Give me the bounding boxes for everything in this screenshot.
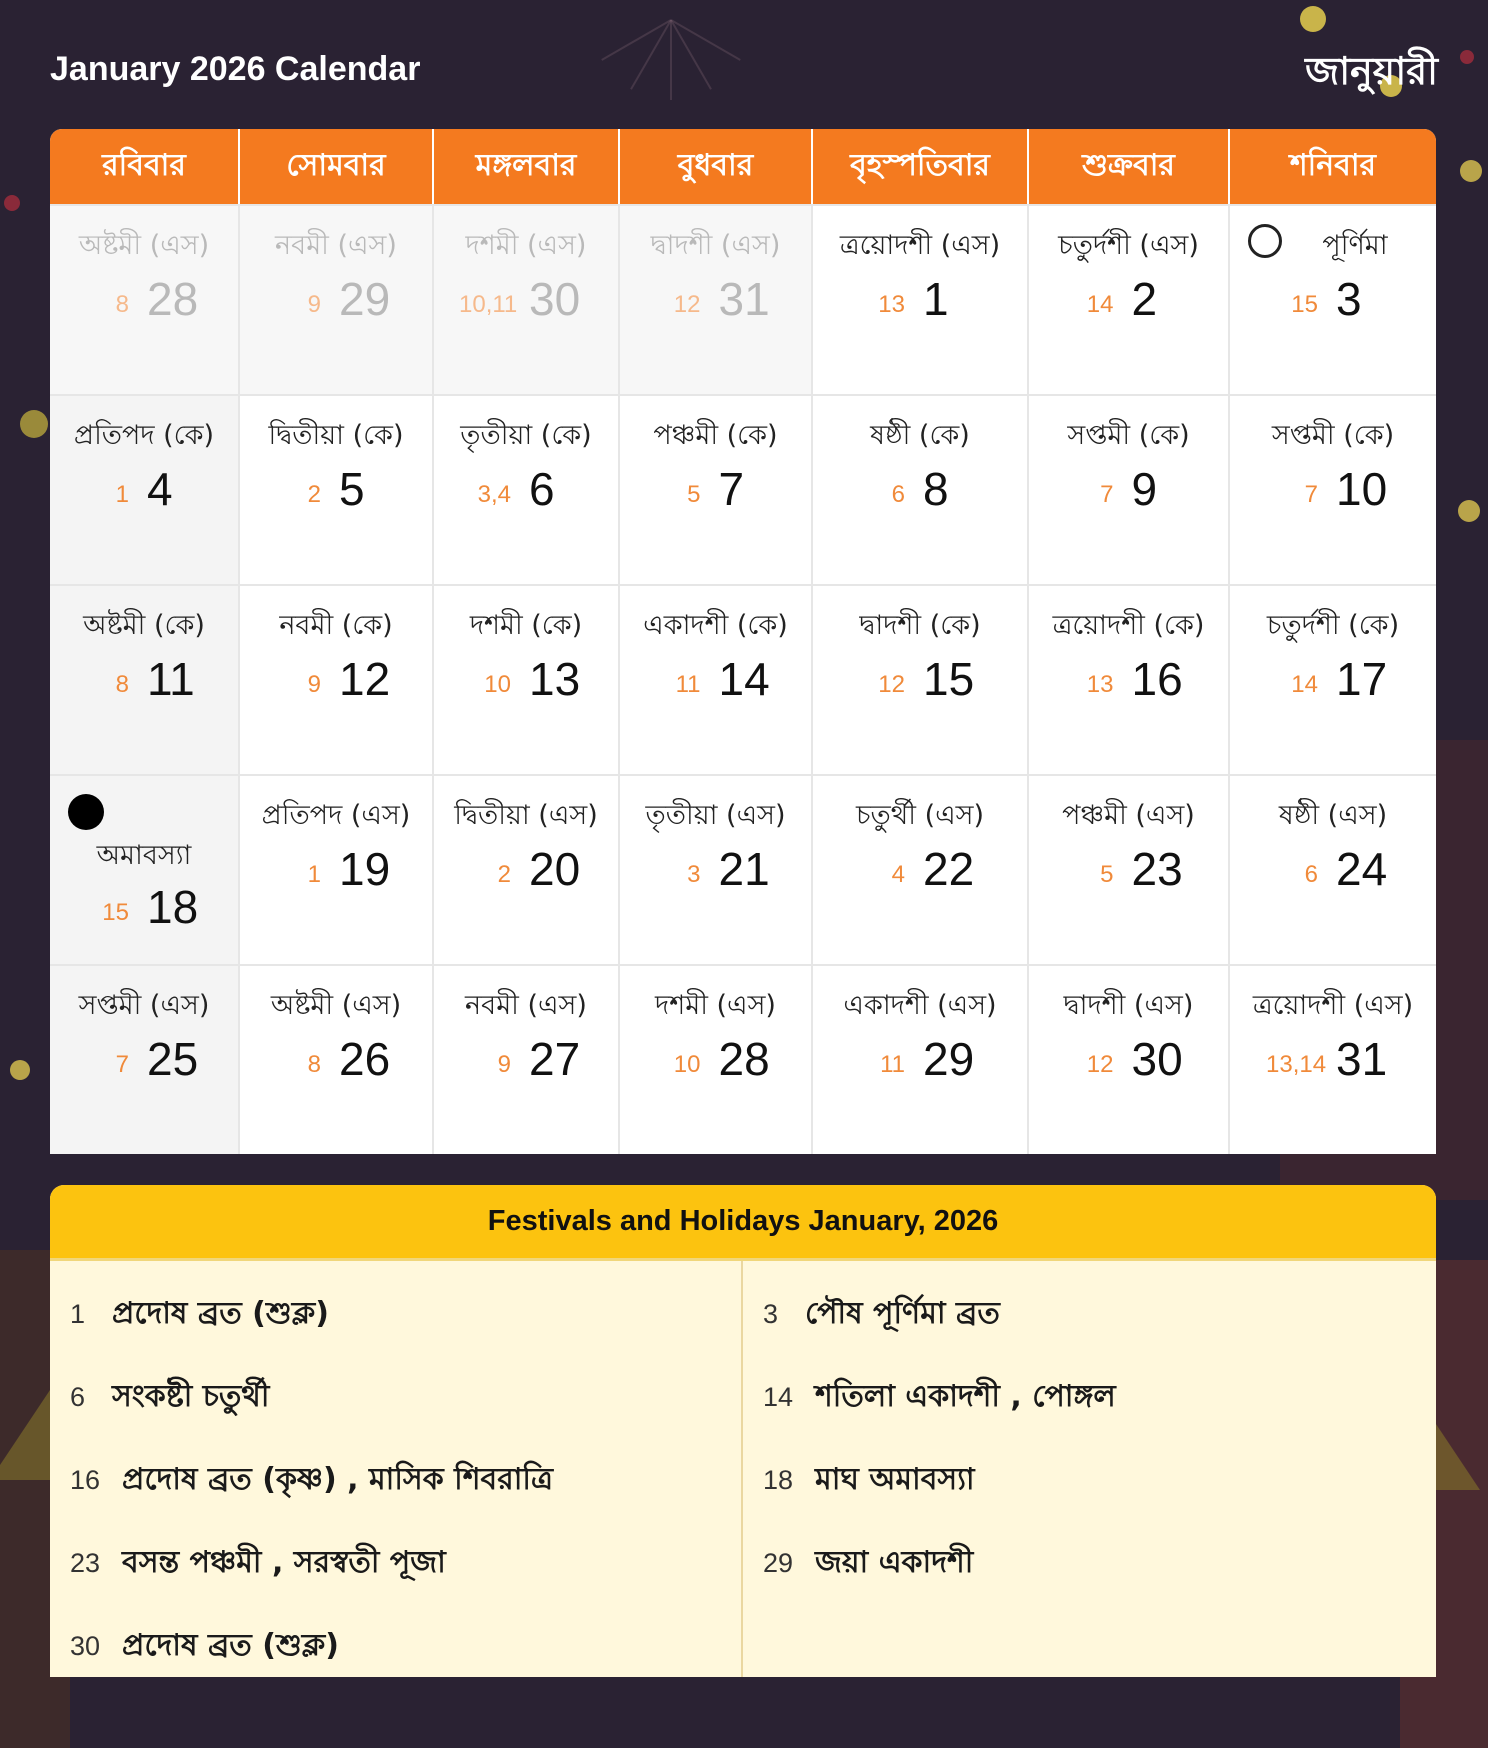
festival-item[interactable] bbox=[50, 1273, 741, 1356]
lunar-day-number: 10,11 bbox=[459, 291, 518, 318]
lunar-day-number: 15 bbox=[1291, 291, 1318, 318]
date-number: 18 bbox=[147, 881, 199, 933]
date-number: 25 bbox=[147, 1033, 199, 1085]
weekday-wednesday: বুধবার bbox=[620, 129, 813, 204]
day-cell[interactable] bbox=[1230, 776, 1436, 964]
lunar-day-number: 1 bbox=[115, 481, 129, 508]
day-cell[interactable] bbox=[1029, 776, 1230, 964]
lunar-day-number: 5 bbox=[1100, 861, 1114, 888]
weekday-saturday: শনিবার bbox=[1289, 148, 1377, 183]
festival-name: পৌষ পূর্ণিমা ব্রত bbox=[805, 1296, 1000, 1331]
day-cell[interactable] bbox=[1029, 206, 1230, 394]
date-group bbox=[50, 462, 238, 516]
weekday-monday: সোমবার bbox=[240, 129, 434, 204]
day-cell[interactable] bbox=[434, 206, 620, 394]
date-group bbox=[813, 1032, 1027, 1086]
tithi-label: দ্বিতীয়া (কে) bbox=[268, 420, 404, 451]
tithi-label: অষ্টমী (কে) bbox=[83, 610, 205, 641]
date-group bbox=[620, 1032, 811, 1086]
lunar-day-number: 2 bbox=[497, 861, 511, 888]
date-number: 31 bbox=[1336, 1033, 1388, 1085]
date-number: 30 bbox=[529, 273, 581, 325]
lunar-day-number: 2 bbox=[307, 481, 321, 508]
day-cell[interactable] bbox=[50, 776, 240, 964]
festival-day: 30 bbox=[70, 1631, 101, 1661]
lunar-day-number: 9 bbox=[497, 1051, 511, 1078]
lunar-day-number: 8 bbox=[115, 671, 129, 698]
date-group bbox=[1029, 652, 1228, 706]
lunar-day-number: 6 bbox=[891, 481, 905, 508]
tithi-label: পূর্ণিমা bbox=[1322, 230, 1388, 261]
date-group bbox=[434, 652, 618, 706]
day-cell[interactable] bbox=[813, 206, 1029, 394]
lunar-day-number: 10 bbox=[484, 671, 511, 698]
festival-item[interactable] bbox=[743, 1273, 1436, 1356]
date-number: 17 bbox=[1336, 653, 1388, 705]
festival-day: 23 bbox=[70, 1548, 101, 1578]
lunar-day-number: 15 bbox=[102, 899, 129, 926]
day-cell[interactable] bbox=[620, 966, 813, 1154]
tithi-label: প্রতিপদ (এস) bbox=[261, 800, 411, 831]
date-group bbox=[1230, 1032, 1436, 1086]
date-group bbox=[620, 652, 811, 706]
tithi-label: ত্রয়োদশী (এস) bbox=[1252, 990, 1414, 1021]
date-number: 5 bbox=[339, 463, 365, 515]
day-cell[interactable] bbox=[620, 586, 813, 774]
tithi-label: অমাবস্যা bbox=[96, 840, 192, 871]
date-number: 31 bbox=[718, 273, 770, 325]
day-cell[interactable] bbox=[1230, 396, 1436, 584]
date-group bbox=[1029, 462, 1228, 516]
date-number: 13 bbox=[529, 653, 581, 705]
tithi-label: সপ্তমী (কে) bbox=[1271, 420, 1395, 451]
day-cell[interactable] bbox=[1029, 396, 1230, 584]
calendar-week-row bbox=[50, 394, 1436, 584]
day-cell[interactable] bbox=[240, 206, 434, 394]
festival-item[interactable] bbox=[50, 1356, 741, 1439]
date-group bbox=[1230, 842, 1436, 896]
lunar-day-number: 10 bbox=[673, 1051, 701, 1078]
date-group bbox=[813, 272, 1027, 326]
tithi-label: দশমী (এস) bbox=[465, 230, 587, 261]
calendar-week-row bbox=[50, 774, 1436, 964]
festival-name: প্রদোষ ব্রত (শুক্ল) bbox=[112, 1296, 329, 1331]
lunar-day-number: 9 bbox=[307, 671, 321, 698]
festival-item[interactable] bbox=[743, 1522, 1436, 1605]
day-cell[interactable] bbox=[434, 586, 620, 774]
festivals-title: Festivals and Holidays January, 2026 bbox=[50, 1185, 1436, 1261]
lunar-day-number: 13,14 bbox=[1266, 1051, 1327, 1078]
tithi-label: একাদশী (কে) bbox=[643, 610, 788, 641]
tithi-label: ত্রয়োদশী (কে) bbox=[1052, 610, 1205, 641]
day-cell[interactable] bbox=[813, 776, 1029, 964]
tithi-label: ষষ্ঠী (এস) bbox=[1278, 800, 1388, 831]
lunar-day-number: 5 bbox=[687, 481, 701, 508]
festival-day: 18 bbox=[763, 1465, 794, 1495]
date-group bbox=[240, 652, 432, 706]
date-number: 21 bbox=[718, 843, 770, 895]
date-number: 24 bbox=[1336, 843, 1388, 895]
festivals-column-left bbox=[50, 1261, 743, 1677]
tithi-label: দ্বিতীয়া (এস) bbox=[454, 800, 598, 831]
tithi-label: দ্বাদশী (এস) bbox=[650, 230, 781, 261]
date-number: 3 bbox=[1336, 273, 1362, 325]
tithi-label: পঞ্চমী (এস) bbox=[1062, 800, 1195, 831]
calendar-weeks bbox=[50, 204, 1436, 1154]
date-number: 30 bbox=[1131, 1033, 1183, 1085]
day-cell[interactable] bbox=[50, 206, 240, 394]
date-group bbox=[620, 272, 811, 326]
day-cell[interactable] bbox=[50, 966, 240, 1154]
date-group bbox=[1230, 462, 1436, 516]
date-number: 7 bbox=[718, 463, 745, 515]
festival-day: 16 bbox=[70, 1465, 101, 1495]
calendar-week-row bbox=[50, 584, 1436, 774]
festival-name: বসন্ত পঞ্চমী , সরস্বতী পূজা bbox=[122, 1545, 446, 1580]
date-number: 29 bbox=[339, 273, 391, 325]
day-cell[interactable] bbox=[620, 776, 813, 964]
tithi-label: নবমী (কে) bbox=[279, 610, 393, 641]
date-number: 22 bbox=[923, 843, 975, 895]
tithi-label: পঞ্চমী (কে) bbox=[653, 420, 778, 451]
tithi-label: দ্বাদশী (কে) bbox=[859, 610, 981, 641]
day-cell[interactable] bbox=[1029, 966, 1230, 1154]
calendar-week-row bbox=[50, 204, 1436, 394]
festival-item[interactable] bbox=[50, 1439, 741, 1522]
date-group bbox=[434, 462, 618, 516]
date-group bbox=[240, 272, 432, 326]
page-header bbox=[50, 40, 1438, 100]
day-cell[interactable] bbox=[620, 396, 813, 584]
tithi-label: দ্বাদশী (এস) bbox=[1063, 990, 1194, 1021]
lunar-day-number: 4 bbox=[891, 861, 905, 888]
date-group bbox=[1029, 1032, 1228, 1086]
page-title: January 2026 Calendar bbox=[50, 50, 421, 88]
date-number: 27 bbox=[529, 1033, 581, 1085]
date-group bbox=[1029, 272, 1228, 326]
festival-name: প্রদোষ ব্রত (কৃষ্ণ) , মাসিক শিবরাত্রি bbox=[122, 1462, 554, 1497]
date-group bbox=[50, 272, 238, 326]
lunar-day-number: 11 bbox=[675, 671, 701, 698]
new-moon-icon bbox=[68, 794, 104, 830]
day-cell[interactable] bbox=[620, 206, 813, 394]
day-cell[interactable] bbox=[1230, 966, 1436, 1154]
date-group bbox=[813, 842, 1027, 896]
tithi-label: তৃতীয়া (এস) bbox=[645, 800, 786, 831]
festival-day: 1 bbox=[70, 1299, 86, 1329]
festival-item[interactable] bbox=[743, 1439, 1436, 1522]
full-moon-icon bbox=[1248, 224, 1282, 258]
lunar-day-number: 7 bbox=[1304, 481, 1318, 508]
weekday-sunday: রবিবার bbox=[50, 129, 240, 204]
tithi-label: দশমী (কে) bbox=[469, 610, 583, 641]
tithi-label: চতুর্থী (এস) bbox=[855, 800, 985, 831]
lunar-day-number: 9 bbox=[307, 291, 321, 318]
day-cell[interactable] bbox=[240, 396, 434, 584]
date-number: 29 bbox=[923, 1033, 975, 1085]
lunar-day-number: 14 bbox=[1291, 671, 1318, 698]
date-group bbox=[620, 842, 811, 896]
day-cell[interactable] bbox=[240, 966, 434, 1154]
lunar-day-number: 7 bbox=[1100, 481, 1114, 508]
day-cell[interactable] bbox=[434, 776, 620, 964]
festival-item[interactable] bbox=[743, 1356, 1436, 1439]
lunar-day-number: 1 bbox=[307, 861, 321, 888]
calendar-week-row bbox=[50, 964, 1436, 1154]
date-number: 20 bbox=[529, 843, 581, 895]
date-group bbox=[620, 462, 811, 516]
festivals-panel bbox=[50, 1185, 1436, 1677]
day-cell[interactable] bbox=[50, 586, 240, 774]
lunar-day-number: 3,4 bbox=[477, 481, 511, 508]
festivals-list bbox=[50, 1261, 1436, 1677]
lunar-day-number: 6 bbox=[1304, 861, 1318, 888]
festival-day: 3 bbox=[763, 1299, 779, 1329]
day-cell[interactable] bbox=[813, 586, 1029, 774]
lunar-day-number: 14 bbox=[1086, 291, 1114, 318]
day-cell[interactable] bbox=[50, 396, 240, 584]
date-number: 10 bbox=[1336, 463, 1388, 515]
festival-name: প্রদোষ ব্রত (শুক্ল) bbox=[122, 1628, 339, 1663]
festival-name: সংকষ্টী চতুর্থী bbox=[112, 1379, 270, 1414]
weekday-friday: শুক্রবার bbox=[1029, 129, 1230, 204]
festival-day: 29 bbox=[763, 1548, 794, 1578]
lunar-day-number: 3 bbox=[687, 861, 701, 888]
lunar-day-number: 11 bbox=[880, 1051, 905, 1078]
date-group bbox=[1230, 272, 1436, 326]
date-group bbox=[240, 842, 432, 896]
date-number: 11 bbox=[147, 653, 195, 705]
tithi-label: তৃতীয়া (কে) bbox=[460, 420, 592, 451]
tithi-label: চতুর্দশী (কে) bbox=[1266, 610, 1400, 641]
day-cell[interactable] bbox=[434, 966, 620, 1154]
day-cell[interactable] bbox=[1029, 586, 1230, 774]
festival-name: জয়া একাদশী bbox=[815, 1545, 974, 1580]
lunar-day-number: 8 bbox=[307, 1051, 321, 1078]
date-group bbox=[1029, 842, 1228, 896]
date-number: 28 bbox=[718, 1033, 770, 1085]
day-cell[interactable] bbox=[434, 396, 620, 584]
date-number: 23 bbox=[1131, 843, 1183, 895]
date-group bbox=[434, 842, 618, 896]
tithi-label: সপ্তমী (এস) bbox=[78, 990, 210, 1021]
day-cell[interactable] bbox=[813, 966, 1029, 1154]
tithi-label: সপ্তমী (কে) bbox=[1067, 420, 1190, 451]
date-number: 9 bbox=[1131, 463, 1158, 515]
tithi-label: ষষ্ঠী (কে) bbox=[870, 420, 970, 451]
lunar-day-number: 7 bbox=[115, 1051, 129, 1078]
festival-name: মাঘ অমাবস্যা bbox=[815, 1462, 975, 1497]
lunar-day-number: 13 bbox=[878, 291, 905, 318]
tithi-label: প্রতিপদ (কে) bbox=[73, 420, 215, 451]
festivals-column-right bbox=[743, 1261, 1436, 1677]
tithi-label: নবমী (এস) bbox=[465, 990, 587, 1021]
tithi-label: অষ্টমী (এস) bbox=[78, 230, 210, 261]
date-group bbox=[50, 880, 238, 934]
date-number: 16 bbox=[1131, 653, 1183, 705]
day-cell[interactable] bbox=[1230, 586, 1436, 774]
date-group bbox=[50, 1032, 238, 1086]
date-number: 12 bbox=[339, 653, 391, 705]
date-group bbox=[434, 272, 618, 326]
date-number: 4 bbox=[147, 463, 173, 515]
date-group bbox=[240, 1032, 432, 1086]
tithi-label: একাদশী (এস) bbox=[843, 990, 997, 1021]
date-number: 8 bbox=[923, 463, 949, 515]
day-cell[interactable] bbox=[813, 396, 1029, 584]
date-number: 2 bbox=[1131, 273, 1158, 325]
tithi-label: ত্রয়োদশী (এস) bbox=[839, 230, 1001, 261]
calendar-grid bbox=[50, 129, 1436, 1154]
festival-day: 14 bbox=[763, 1382, 794, 1412]
weekday-thursday: বৃহস্পতিবার bbox=[813, 129, 1029, 204]
weekday-tuesday: মঙ্গলবার bbox=[434, 129, 620, 204]
tithi-label: অষ্টমী (এস) bbox=[270, 990, 402, 1021]
date-number: 6 bbox=[529, 463, 555, 515]
day-cell[interactable] bbox=[1230, 206, 1436, 394]
month-name-bengali: জানুয়ারী bbox=[1305, 49, 1438, 93]
festival-name: শতিলা একাদশী , পোঙ্গল bbox=[815, 1379, 1116, 1414]
day-cell[interactable] bbox=[240, 776, 434, 964]
tithi-label: দশমী (এস) bbox=[655, 990, 776, 1021]
day-cell[interactable] bbox=[240, 586, 434, 774]
lunar-day-number: 12 bbox=[878, 671, 905, 698]
lunar-day-number: 12 bbox=[673, 291, 701, 318]
date-number: 1 bbox=[923, 273, 949, 325]
festival-item[interactable] bbox=[50, 1605, 741, 1677]
lunar-day-number: 13 bbox=[1086, 671, 1114, 698]
lunar-day-number: 8 bbox=[115, 291, 129, 318]
date-number: 15 bbox=[923, 653, 975, 705]
date-group bbox=[240, 462, 432, 516]
festival-day: 6 bbox=[70, 1382, 86, 1412]
date-group bbox=[813, 652, 1027, 706]
date-number: 19 bbox=[339, 843, 391, 895]
festival-item[interactable] bbox=[50, 1522, 741, 1605]
tithi-label: নবমী (এস) bbox=[275, 230, 397, 261]
date-group bbox=[434, 1032, 618, 1086]
date-group bbox=[1230, 652, 1436, 706]
date-number: 28 bbox=[147, 273, 199, 325]
weekday-header-row bbox=[50, 129, 1436, 204]
date-number: 14 bbox=[718, 653, 770, 705]
date-group bbox=[50, 652, 238, 706]
lunar-day-number: 12 bbox=[1086, 1051, 1114, 1078]
date-group bbox=[813, 462, 1027, 516]
tithi-label: চতুর্দশী (এস) bbox=[1058, 230, 1199, 261]
date-number: 26 bbox=[339, 1033, 391, 1085]
